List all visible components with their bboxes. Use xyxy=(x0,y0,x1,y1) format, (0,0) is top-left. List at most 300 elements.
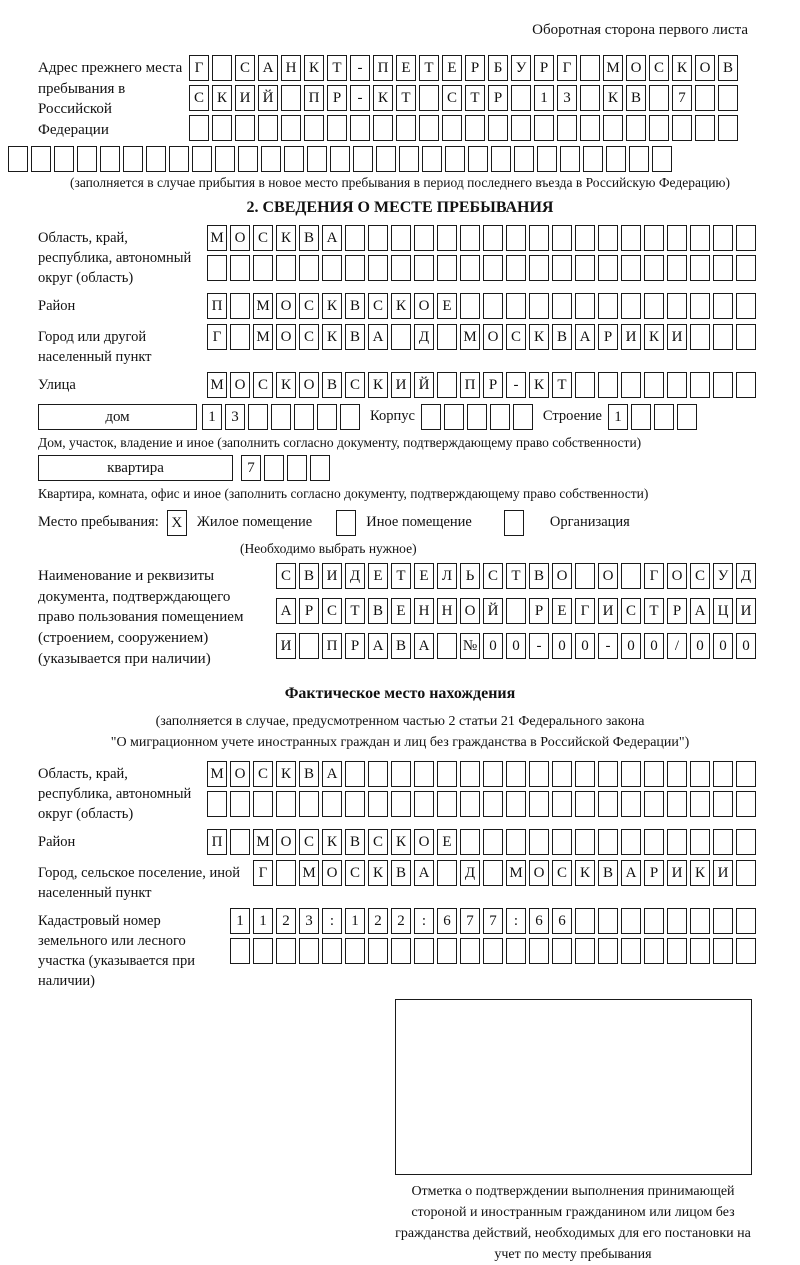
char-box[interactable]: 1 xyxy=(608,404,628,430)
char-box[interactable] xyxy=(345,791,365,817)
char-box[interactable]: А xyxy=(276,598,296,624)
char-box[interactable] xyxy=(506,829,526,855)
char-box[interactable] xyxy=(307,146,327,172)
char-box[interactable] xyxy=(100,146,120,172)
char-box[interactable] xyxy=(465,115,485,141)
char-box[interactable]: С xyxy=(368,293,388,319)
char-box[interactable] xyxy=(460,225,480,251)
char-box[interactable]: О xyxy=(276,293,296,319)
char-box[interactable] xyxy=(294,404,314,430)
char-box[interactable] xyxy=(483,225,503,251)
char-box[interactable] xyxy=(575,563,595,589)
char-box[interactable] xyxy=(644,293,664,319)
char-box[interactable] xyxy=(391,938,411,964)
char-box[interactable]: С xyxy=(621,598,641,624)
char-box[interactable] xyxy=(575,938,595,964)
char-box[interactable] xyxy=(690,938,710,964)
char-box[interactable] xyxy=(667,293,687,319)
char-box[interactable] xyxy=(317,404,337,430)
char-box[interactable]: О xyxy=(230,761,250,787)
char-box[interactable]: С xyxy=(483,563,503,589)
char-box[interactable]: И xyxy=(276,633,296,659)
char-box[interactable] xyxy=(483,761,503,787)
char-box[interactable] xyxy=(437,860,457,886)
char-box[interactable]: С xyxy=(506,324,526,350)
char-box[interactable] xyxy=(621,908,641,934)
char-box[interactable] xyxy=(230,938,250,964)
char-box[interactable]: Т xyxy=(506,563,526,589)
char-box[interactable]: К xyxy=(322,293,342,319)
char-box[interactable] xyxy=(248,404,268,430)
char-box[interactable] xyxy=(667,761,687,787)
char-box[interactable]: Р xyxy=(299,598,319,624)
char-box[interactable]: Р xyxy=(465,55,485,81)
char-box[interactable]: 0 xyxy=(690,633,710,659)
char-box[interactable] xyxy=(8,146,28,172)
char-box[interactable]: Р xyxy=(667,598,687,624)
char-box[interactable] xyxy=(350,115,370,141)
char-box[interactable]: Л xyxy=(437,563,457,589)
char-box[interactable] xyxy=(483,293,503,319)
char-box[interactable]: И xyxy=(391,372,411,398)
char-box[interactable] xyxy=(580,55,600,81)
char-box[interactable] xyxy=(575,293,595,319)
char-box[interactable] xyxy=(514,146,534,172)
char-box[interactable]: О xyxy=(529,860,549,886)
char-box[interactable]: К xyxy=(276,225,296,251)
char-box[interactable] xyxy=(442,115,462,141)
char-box[interactable] xyxy=(483,938,503,964)
char-box[interactable]: К xyxy=(575,860,595,886)
char-box[interactable]: Т xyxy=(552,372,572,398)
char-box[interactable]: О xyxy=(414,293,434,319)
char-box[interactable]: К xyxy=(304,55,324,81)
char-box[interactable]: М xyxy=(460,324,480,350)
char-box[interactable]: - xyxy=(529,633,549,659)
char-box[interactable] xyxy=(207,791,227,817)
char-box[interactable] xyxy=(598,908,618,934)
char-box[interactable] xyxy=(281,85,301,111)
char-box[interactable] xyxy=(483,255,503,281)
char-box[interactable]: О xyxy=(667,563,687,589)
char-box[interactable] xyxy=(667,791,687,817)
char-box[interactable]: О xyxy=(322,860,342,886)
char-box[interactable] xyxy=(621,791,641,817)
char-box[interactable] xyxy=(713,293,733,319)
char-box[interactable]: Г xyxy=(557,55,577,81)
char-box[interactable] xyxy=(598,293,618,319)
char-box[interactable] xyxy=(575,761,595,787)
char-box[interactable]: / xyxy=(667,633,687,659)
char-box[interactable] xyxy=(690,324,710,350)
char-box[interactable]: К xyxy=(690,860,710,886)
char-box[interactable] xyxy=(391,324,411,350)
char-box[interactable] xyxy=(652,146,672,172)
char-box[interactable]: К xyxy=(373,85,393,111)
char-box[interactable] xyxy=(437,324,457,350)
char-box[interactable]: О xyxy=(230,372,250,398)
char-box[interactable] xyxy=(713,324,733,350)
char-box[interactable] xyxy=(345,225,365,251)
char-box[interactable] xyxy=(414,791,434,817)
char-box[interactable] xyxy=(667,225,687,251)
char-box[interactable]: К xyxy=(391,293,411,319)
char-box[interactable] xyxy=(529,791,549,817)
char-box[interactable]: 1 xyxy=(230,908,250,934)
char-box[interactable] xyxy=(230,829,250,855)
char-box[interactable]: 2 xyxy=(276,908,296,934)
char-box[interactable]: К xyxy=(322,324,342,350)
char-box[interactable]: Т xyxy=(396,85,416,111)
char-box[interactable] xyxy=(690,908,710,934)
char-box[interactable] xyxy=(261,146,281,172)
char-box[interactable] xyxy=(345,255,365,281)
char-box[interactable]: С xyxy=(299,324,319,350)
char-box[interactable]: С xyxy=(690,563,710,589)
char-box[interactable]: Н xyxy=(437,598,457,624)
char-box[interactable] xyxy=(552,938,572,964)
char-box[interactable] xyxy=(667,908,687,934)
char-box[interactable] xyxy=(557,115,577,141)
char-box[interactable]: С xyxy=(345,372,365,398)
char-box[interactable] xyxy=(276,791,296,817)
char-box[interactable] xyxy=(506,293,526,319)
char-box[interactable] xyxy=(483,860,503,886)
char-box[interactable] xyxy=(488,115,508,141)
char-box[interactable] xyxy=(736,938,756,964)
char-box[interactable]: 1 xyxy=(202,404,222,430)
char-box[interactable] xyxy=(506,598,526,624)
char-box[interactable]: О xyxy=(460,598,480,624)
char-box[interactable] xyxy=(437,938,457,964)
char-box[interactable]: Е xyxy=(391,598,411,624)
char-box[interactable]: Ь xyxy=(460,563,480,589)
char-box[interactable] xyxy=(345,938,365,964)
char-box[interactable]: И xyxy=(667,860,687,886)
char-box[interactable] xyxy=(629,146,649,172)
char-box[interactable] xyxy=(598,225,618,251)
char-box[interactable]: А xyxy=(368,324,388,350)
char-box[interactable] xyxy=(322,938,342,964)
char-box[interactable] xyxy=(437,761,457,787)
char-box[interactable] xyxy=(575,372,595,398)
char-box[interactable]: В xyxy=(368,598,388,624)
char-box[interactable] xyxy=(215,146,235,172)
char-box[interactable] xyxy=(253,791,273,817)
char-box[interactable]: Н xyxy=(414,598,434,624)
char-box[interactable] xyxy=(322,791,342,817)
char-box[interactable] xyxy=(444,404,464,430)
char-box[interactable]: Д xyxy=(736,563,756,589)
char-box[interactable] xyxy=(598,372,618,398)
char-box[interactable]: : xyxy=(322,908,342,934)
char-box[interactable] xyxy=(299,633,319,659)
char-box[interactable]: С xyxy=(299,293,319,319)
char-box[interactable]: В xyxy=(391,633,411,659)
char-box[interactable]: 0 xyxy=(483,633,503,659)
char-box[interactable] xyxy=(626,115,646,141)
char-box[interactable] xyxy=(287,455,307,481)
char-box[interactable] xyxy=(713,829,733,855)
char-box[interactable] xyxy=(644,829,664,855)
char-box[interactable] xyxy=(506,225,526,251)
char-box[interactable]: 0 xyxy=(621,633,641,659)
char-box[interactable] xyxy=(506,761,526,787)
char-box[interactable] xyxy=(667,255,687,281)
char-box[interactable]: С xyxy=(276,563,296,589)
char-box[interactable]: М xyxy=(207,225,227,251)
char-box[interactable] xyxy=(736,255,756,281)
char-box[interactable]: И xyxy=(322,563,342,589)
char-box[interactable] xyxy=(467,404,487,430)
char-box[interactable]: : xyxy=(506,908,526,934)
char-box[interactable] xyxy=(690,791,710,817)
char-box[interactable] xyxy=(230,255,250,281)
char-box[interactable]: Р xyxy=(529,598,549,624)
char-box[interactable] xyxy=(330,146,350,172)
char-box[interactable] xyxy=(327,115,347,141)
char-box[interactable]: М xyxy=(253,324,273,350)
char-box[interactable] xyxy=(713,372,733,398)
char-box[interactable]: 6 xyxy=(437,908,457,934)
char-box[interactable] xyxy=(391,255,411,281)
char-box[interactable]: А xyxy=(690,598,710,624)
char-box[interactable]: В xyxy=(299,761,319,787)
char-box[interactable]: М xyxy=(506,860,526,886)
char-box[interactable] xyxy=(437,225,457,251)
char-box[interactable] xyxy=(460,791,480,817)
char-box[interactable]: С xyxy=(649,55,669,81)
char-box[interactable]: О xyxy=(230,225,250,251)
char-box[interactable]: - xyxy=(350,85,370,111)
char-box[interactable] xyxy=(677,404,697,430)
char-box[interactable] xyxy=(460,761,480,787)
char-box[interactable]: И xyxy=(621,324,641,350)
char-box[interactable] xyxy=(253,255,273,281)
char-box[interactable] xyxy=(736,225,756,251)
char-box[interactable] xyxy=(284,146,304,172)
char-box[interactable] xyxy=(437,633,457,659)
char-box[interactable]: Д xyxy=(460,860,480,886)
char-box[interactable]: 0 xyxy=(506,633,526,659)
char-box[interactable] xyxy=(695,85,715,111)
char-box[interactable]: 7 xyxy=(460,908,480,934)
char-box[interactable] xyxy=(506,938,526,964)
char-box[interactable]: Д xyxy=(345,563,365,589)
char-box[interactable]: Р xyxy=(644,860,664,886)
char-box[interactable] xyxy=(235,115,255,141)
char-box[interactable]: С xyxy=(189,85,209,111)
char-box[interactable]: В xyxy=(552,324,572,350)
char-box[interactable]: 7 xyxy=(241,455,261,481)
char-box[interactable]: О xyxy=(695,55,715,81)
char-box[interactable] xyxy=(483,829,503,855)
char-box[interactable] xyxy=(437,255,457,281)
char-box[interactable]: В xyxy=(626,85,646,111)
char-box[interactable] xyxy=(504,510,524,536)
char-box[interactable]: Б xyxy=(488,55,508,81)
char-box[interactable] xyxy=(299,938,319,964)
char-box[interactable]: Е xyxy=(437,293,457,319)
char-box[interactable] xyxy=(529,829,549,855)
char-box[interactable]: Т xyxy=(465,85,485,111)
char-box[interactable]: М xyxy=(299,860,319,886)
char-box[interactable]: С xyxy=(345,860,365,886)
char-box[interactable]: Г xyxy=(207,324,227,350)
char-box[interactable]: С xyxy=(368,829,388,855)
char-box[interactable]: П xyxy=(207,829,227,855)
char-box[interactable] xyxy=(299,255,319,281)
char-box[interactable]: : xyxy=(414,908,434,934)
char-box[interactable] xyxy=(483,791,503,817)
char-box[interactable] xyxy=(667,372,687,398)
char-box[interactable]: Т xyxy=(391,563,411,589)
char-box[interactable]: Г xyxy=(253,860,273,886)
char-box[interactable]: Т xyxy=(327,55,347,81)
char-box[interactable] xyxy=(644,791,664,817)
char-box[interactable]: У xyxy=(511,55,531,81)
char-box[interactable]: О xyxy=(276,829,296,855)
char-box[interactable] xyxy=(353,146,373,172)
char-box[interactable] xyxy=(511,85,531,111)
char-box[interactable] xyxy=(506,255,526,281)
char-box[interactable]: М xyxy=(207,372,227,398)
char-box[interactable] xyxy=(690,372,710,398)
char-box[interactable] xyxy=(506,791,526,817)
char-box[interactable] xyxy=(511,115,531,141)
char-box[interactable]: 1 xyxy=(345,908,365,934)
char-box[interactable] xyxy=(575,908,595,934)
char-box[interactable]: О xyxy=(626,55,646,81)
char-box[interactable]: X xyxy=(167,510,187,536)
char-box[interactable]: Г xyxy=(189,55,209,81)
char-box[interactable] xyxy=(736,908,756,934)
char-box[interactable]: В xyxy=(718,55,738,81)
char-box[interactable] xyxy=(421,404,441,430)
char-box[interactable] xyxy=(606,146,626,172)
char-box[interactable] xyxy=(736,324,756,350)
char-box[interactable] xyxy=(212,55,232,81)
char-box[interactable]: М xyxy=(253,829,273,855)
char-box[interactable] xyxy=(271,404,291,430)
char-box[interactable]: К xyxy=(529,372,549,398)
char-box[interactable] xyxy=(644,255,664,281)
char-box[interactable]: Е xyxy=(396,55,416,81)
char-box[interactable]: К xyxy=(368,372,388,398)
char-box[interactable]: С xyxy=(253,761,273,787)
char-box[interactable]: Р xyxy=(483,372,503,398)
char-box[interactable] xyxy=(276,860,296,886)
char-box[interactable] xyxy=(621,563,641,589)
char-box[interactable] xyxy=(552,255,572,281)
char-box[interactable] xyxy=(304,115,324,141)
char-box[interactable]: С xyxy=(235,55,255,81)
char-box[interactable] xyxy=(713,761,733,787)
char-box[interactable]: 3 xyxy=(299,908,319,934)
char-box[interactable] xyxy=(736,372,756,398)
char-box[interactable] xyxy=(552,225,572,251)
char-box[interactable] xyxy=(621,938,641,964)
char-box[interactable]: Д xyxy=(414,324,434,350)
char-box[interactable]: П xyxy=(373,55,393,81)
char-box[interactable] xyxy=(690,293,710,319)
char-box[interactable] xyxy=(580,115,600,141)
char-box[interactable] xyxy=(621,372,641,398)
char-box[interactable] xyxy=(575,791,595,817)
char-box[interactable] xyxy=(368,791,388,817)
char-box[interactable] xyxy=(276,255,296,281)
char-box[interactable]: О xyxy=(414,829,434,855)
char-box[interactable] xyxy=(690,255,710,281)
char-box[interactable] xyxy=(736,860,756,886)
char-box[interactable] xyxy=(368,761,388,787)
char-box[interactable]: Т xyxy=(644,598,664,624)
char-box[interactable] xyxy=(460,938,480,964)
char-box[interactable]: Ц xyxy=(713,598,733,624)
char-box[interactable] xyxy=(690,225,710,251)
char-box[interactable] xyxy=(552,293,572,319)
char-box[interactable]: А xyxy=(368,633,388,659)
char-box[interactable] xyxy=(644,938,664,964)
char-box[interactable] xyxy=(736,761,756,787)
char-box[interactable] xyxy=(399,146,419,172)
char-box[interactable] xyxy=(276,938,296,964)
char-box[interactable]: В xyxy=(299,225,319,251)
char-box[interactable] xyxy=(31,146,51,172)
char-box[interactable] xyxy=(736,791,756,817)
char-box[interactable] xyxy=(513,404,533,430)
char-box[interactable]: О xyxy=(598,563,618,589)
char-box[interactable]: 1 xyxy=(534,85,554,111)
char-box[interactable] xyxy=(396,115,416,141)
char-box[interactable] xyxy=(391,225,411,251)
char-box[interactable]: А xyxy=(575,324,595,350)
char-box[interactable] xyxy=(713,225,733,251)
char-box[interactable] xyxy=(598,938,618,964)
char-box[interactable] xyxy=(621,225,641,251)
char-box[interactable]: Т xyxy=(345,598,365,624)
char-box[interactable] xyxy=(575,255,595,281)
char-box[interactable] xyxy=(654,404,674,430)
char-box[interactable] xyxy=(690,829,710,855)
char-box[interactable]: К xyxy=(322,829,342,855)
char-box[interactable] xyxy=(644,908,664,934)
char-box[interactable]: Е xyxy=(368,563,388,589)
char-box[interactable] xyxy=(529,255,549,281)
char-box[interactable]: И xyxy=(713,860,733,886)
char-box[interactable] xyxy=(603,115,623,141)
char-box[interactable]: К xyxy=(644,324,664,350)
char-box[interactable]: К xyxy=(391,829,411,855)
char-box[interactable]: И xyxy=(736,598,756,624)
char-box[interactable]: П xyxy=(322,633,342,659)
char-box[interactable]: И xyxy=(667,324,687,350)
char-box[interactable] xyxy=(667,938,687,964)
char-box[interactable]: В xyxy=(529,563,549,589)
char-box[interactable] xyxy=(598,255,618,281)
char-box[interactable]: 0 xyxy=(644,633,664,659)
char-box[interactable] xyxy=(649,85,669,111)
char-box[interactable]: В xyxy=(598,860,618,886)
char-box[interactable]: 3 xyxy=(225,404,245,430)
char-box[interactable]: П xyxy=(304,85,324,111)
char-box[interactable]: П xyxy=(207,293,227,319)
char-box[interactable]: М xyxy=(253,293,273,319)
char-box[interactable] xyxy=(552,761,572,787)
char-box[interactable]: К xyxy=(212,85,232,111)
char-box[interactable] xyxy=(621,761,641,787)
char-box[interactable] xyxy=(713,791,733,817)
